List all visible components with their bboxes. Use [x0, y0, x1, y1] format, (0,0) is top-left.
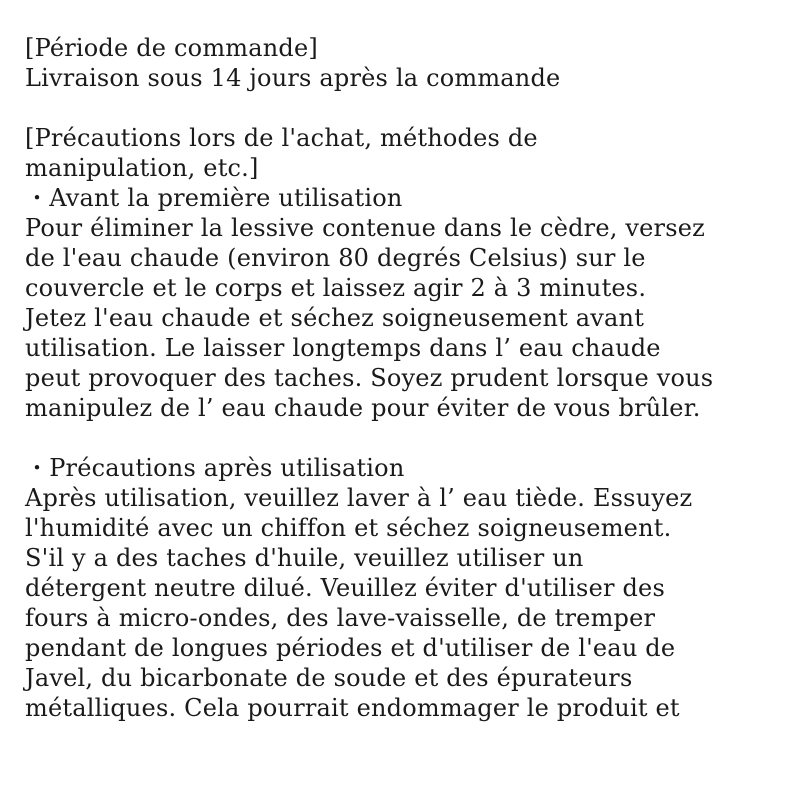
order-period-section: [25, 33, 795, 93]
paragraph-line: de l'eau chaude (environ 80 degrés Celsius) sur le: [25, 244, 646, 272]
order-period-heading: [Période de commande]: [25, 34, 318, 62]
precautions-section: [25, 123, 795, 723]
precautions-heading: [Précautions lors de l'achat, méthodes de: [25, 124, 538, 152]
paragraph-line: Pour éliminer la lessive contenue dans le cèdre, versez: [25, 214, 705, 242]
paragraph-line: S'il y a des taches d'huile, veuillez utiliser un: [25, 544, 584, 572]
after-use-block: [25, 453, 795, 723]
paragraph-line: pendant de longues périodes et d'utiliser de l'eau de: [25, 634, 676, 662]
paragraph-line: Après utilisation, veuillez laver à l’ eau tiède. Essuyez: [25, 484, 693, 512]
paragraph-line: l'humidité avec un chiffon et séchez soigneusement.: [25, 514, 672, 542]
before-first-use-block: [25, 183, 795, 423]
paragraph-line: métalliques. Cela pourrait endommager le produit et: [25, 694, 680, 722]
paragraph-line: peut provoquer des taches. Soyez prudent lorsque vous: [25, 364, 714, 392]
paragraph-line: utilisation. Le laisser longtemps dans l’ eau chaude: [25, 334, 661, 362]
order-period-text: Livraison sous 14 jours après la commande: [25, 64, 561, 92]
paragraph-line: Javel, du bicarbonate de soude et des épurateurs: [25, 664, 633, 692]
paragraph-line: détergent neutre dilué. Veuillez éviter d'utiliser des: [25, 574, 665, 602]
paragraph-line: couvercle et le corps et laissez agir 2 à 3 minutes.: [25, 274, 647, 302]
blank-line: [25, 93, 795, 123]
paragraph-line: fours à micro-ondes, des lave-vaisselle, de tremper: [25, 604, 656, 632]
before-first-use-title: ・Avant la première utilisation: [25, 184, 403, 212]
precautions-heading: manipulation, etc.]: [25, 154, 259, 182]
blank-line: [25, 423, 795, 453]
paragraph-line: Jetez l'eau chaude et séchez soigneusement avant: [25, 304, 645, 332]
paragraph-line: manipulez de l’ eau chaude pour éviter de vous brûler.: [25, 394, 701, 422]
document-body: [25, 33, 795, 723]
after-use-title: ・Précautions après utilisation: [25, 454, 405, 482]
